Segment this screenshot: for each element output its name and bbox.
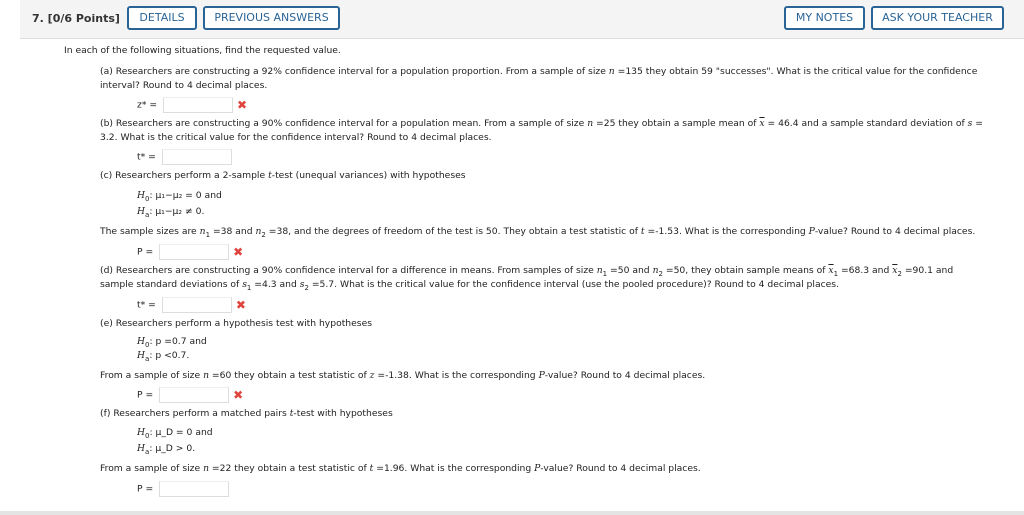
x-mark-icon: ✖ [235, 298, 246, 312]
previous-answers-button[interactable]: PREVIOUS ANSWERS [203, 6, 340, 30]
question-header [20, 0, 1024, 39]
part-f-text-2: From a sample of size n =22 they obtain a test statistic of t =1.96. What is the corresponding P-value? Round to 4 decimal places. [100, 463, 701, 474]
part-b-answer: t* = [137, 149, 232, 165]
x-mark-icon: ✖ [233, 388, 244, 402]
details-button[interactable]: DETAILS [127, 6, 197, 30]
part-e-text: (e) Researchers perform a hypothesis test with hypotheses [100, 318, 373, 329]
part-e-ha: $H_a$: p <0.7. [137, 350, 190, 363]
part-c-input[interactable] [159, 244, 229, 260]
ask-your-teacher-button[interactable]: ASK YOUR TEACHER [871, 6, 1004, 30]
part-d-input[interactable] [162, 297, 232, 313]
part-f-input[interactable] [159, 481, 229, 497]
part-c-ha: $H_a$: μ₁−μ₂ ≠ 0. [137, 206, 205, 219]
part-c-answer: P = ✖ [137, 245, 244, 259]
part-c-text: (c) Researchers perform a 2-sample t-test (unequal variances) with hypotheses [100, 170, 466, 181]
part-f-answer: P = [137, 481, 229, 497]
part-b-text-2: 3.2. What is the critical value for the confidence interval? Round to 4 decimal places. [100, 132, 492, 143]
part-d-answer: t* = ✖ [137, 298, 246, 312]
part-e-h0: $H_0$: p =0.7 and [137, 336, 207, 349]
part-a-text-2: interval? Round to 4 decimal places. [100, 80, 268, 91]
question-points: 7. [0/6 Points] [32, 12, 120, 25]
part-e-input[interactable] [159, 387, 229, 403]
part-b-input[interactable] [162, 149, 232, 165]
part-a-text: (a) Researchers are constructing a 92% confidence interval for a population proportion. From a sample of size n =135 they obtain 59 "successes". What is the critical value for the confidence [100, 66, 978, 77]
part-a-answer: z* = ✖ [137, 98, 248, 112]
part-e-answer: P = ✖ [137, 388, 244, 402]
x-mark-icon: ✖ [237, 98, 248, 112]
part-c-text-2: The sample sizes are $n_1 =38$ and $n_2 =38$, and the degrees of freedom of the test is 50. They obtain a test statistic of t =-1.53. What is the corresponding P-value? Round to 4 decimal places. [100, 226, 976, 239]
part-d-text-2: sample standard deviations of $s_1 =4.3$ and $s_2 =5.7$. What is the critical value for the confidence interval (use the pooled procedure)? Round to 4 decimal places. [100, 279, 839, 292]
part-e-text-2: From a sample of size n =60 they obtain a test statistic of z =-1.38. What is the corresponding P-value? Round to 4 decimal places. [100, 370, 706, 381]
bottom-divider [0, 511, 1024, 515]
my-notes-button[interactable]: MY NOTES [784, 6, 865, 30]
part-f-text: (f) Researchers perform a matched pairs t-test with hypotheses [100, 408, 393, 419]
part-f-ha: $H_a$: μ_D > 0. [137, 443, 196, 456]
part-a-input[interactable] [163, 97, 233, 113]
intro-text: In each of the following situations, find the requested value. [64, 45, 341, 56]
part-d-text: (d) Researchers are constructing a 90% confidence interval for a difference in means. From samples of size $n_1 =50$ and $n_2 =50$, they obtain sample means of $\overline{x}_1 =68.3$ and $\overline{x}_2 =90.1$ and [100, 265, 954, 278]
part-f-h0: $H_0$: μ_D = 0 and [137, 427, 213, 440]
part-b-text: (b) Researchers are constructing a 90% confidence interval for a population mean. From a sample of size n =25 they obtain a sample mean of $\overline{x} = 46.4$ and a sample standard deviation of s = [100, 118, 983, 129]
x-mark-icon: ✖ [233, 245, 244, 259]
part-c-h0: $H_0$: μ₁−μ₂ = 0 and [137, 190, 222, 203]
